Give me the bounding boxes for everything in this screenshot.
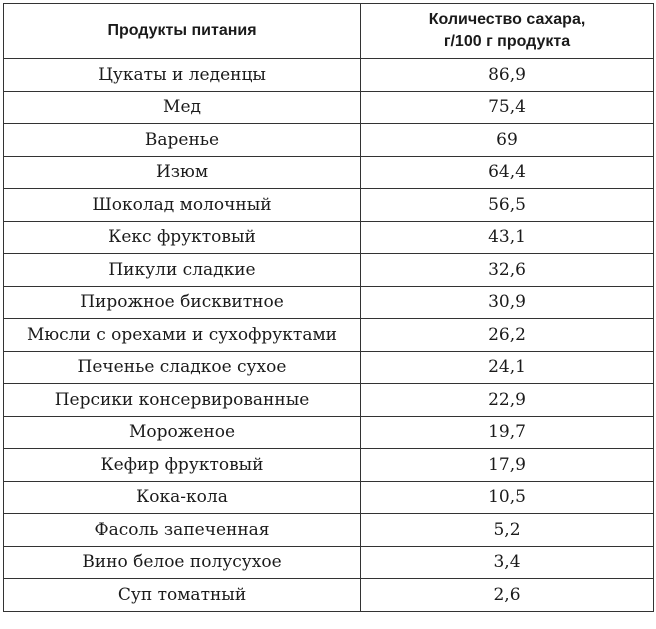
table-row [4, 579, 654, 612]
header-sugar [361, 4, 654, 59]
table-header [4, 4, 654, 59]
sugar-cell: 30,9 [361, 286, 654, 319]
table-row [4, 91, 654, 124]
table-row [4, 416, 654, 449]
header-sugar-line2: г/100 г продукта [443, 33, 571, 50]
table-row [4, 514, 654, 547]
food-cell: Цукаты и леденцы [4, 59, 361, 92]
table-body [4, 59, 654, 612]
table-row [4, 384, 654, 417]
food-cell: Печенье сладкое сухое [4, 351, 361, 384]
food-cell: Кока-кола [4, 481, 361, 514]
table-row [4, 286, 654, 319]
sugar-cell: 69 [361, 124, 654, 157]
sugar-cell: 10,5 [361, 481, 654, 514]
sugar-cell: 3,4 [361, 546, 654, 579]
food-cell: Суп томатный [4, 579, 361, 612]
food-cell: Мед [4, 91, 361, 124]
table-row [4, 124, 654, 157]
sugar-cell: 75,4 [361, 91, 654, 124]
sugar-cell: 43,1 [361, 221, 654, 254]
table-row [4, 481, 654, 514]
sugar-cell: 19,7 [361, 416, 654, 449]
table-row [4, 449, 654, 482]
food-cell: Изюм [4, 156, 361, 189]
sugar-content-table [3, 3, 654, 612]
header-food: Продукты питания [4, 4, 361, 59]
food-cell: Пирожное бисквитное [4, 286, 361, 319]
food-cell: Кекс фруктовый [4, 221, 361, 254]
table-row [4, 546, 654, 579]
food-cell: Варенье [4, 124, 361, 157]
table-row [4, 59, 654, 92]
sugar-cell: 2,6 [361, 579, 654, 612]
table-row [4, 351, 654, 384]
header-sugar-line1: Количество сахара, [428, 11, 586, 28]
sugar-cell: 64,4 [361, 156, 654, 189]
header-row [4, 4, 654, 59]
table-row [4, 156, 654, 189]
food-cell: Вино белое полусухое [4, 546, 361, 579]
sugar-cell: 5,2 [361, 514, 654, 547]
table-row [4, 189, 654, 222]
food-cell: Персики консервированные [4, 384, 361, 417]
sugar-cell: 17,9 [361, 449, 654, 482]
sugar-cell: 32,6 [361, 254, 654, 287]
food-cell: Пикули сладкие [4, 254, 361, 287]
food-cell: Шоколад молочный [4, 189, 361, 222]
sugar-cell: 24,1 [361, 351, 654, 384]
table-row [4, 319, 654, 352]
table-row [4, 221, 654, 254]
sugar-cell: 56,5 [361, 189, 654, 222]
food-cell: Мюсли с орехами и сухофруктами [4, 319, 361, 352]
table-row [4, 254, 654, 287]
sugar-cell: 86,9 [361, 59, 654, 92]
sugar-cell: 22,9 [361, 384, 654, 417]
food-cell: Кефир фруктовый [4, 449, 361, 482]
food-cell: Фасоль запеченная [4, 514, 361, 547]
food-cell: Мороженое [4, 416, 361, 449]
sugar-cell: 26,2 [361, 319, 654, 352]
